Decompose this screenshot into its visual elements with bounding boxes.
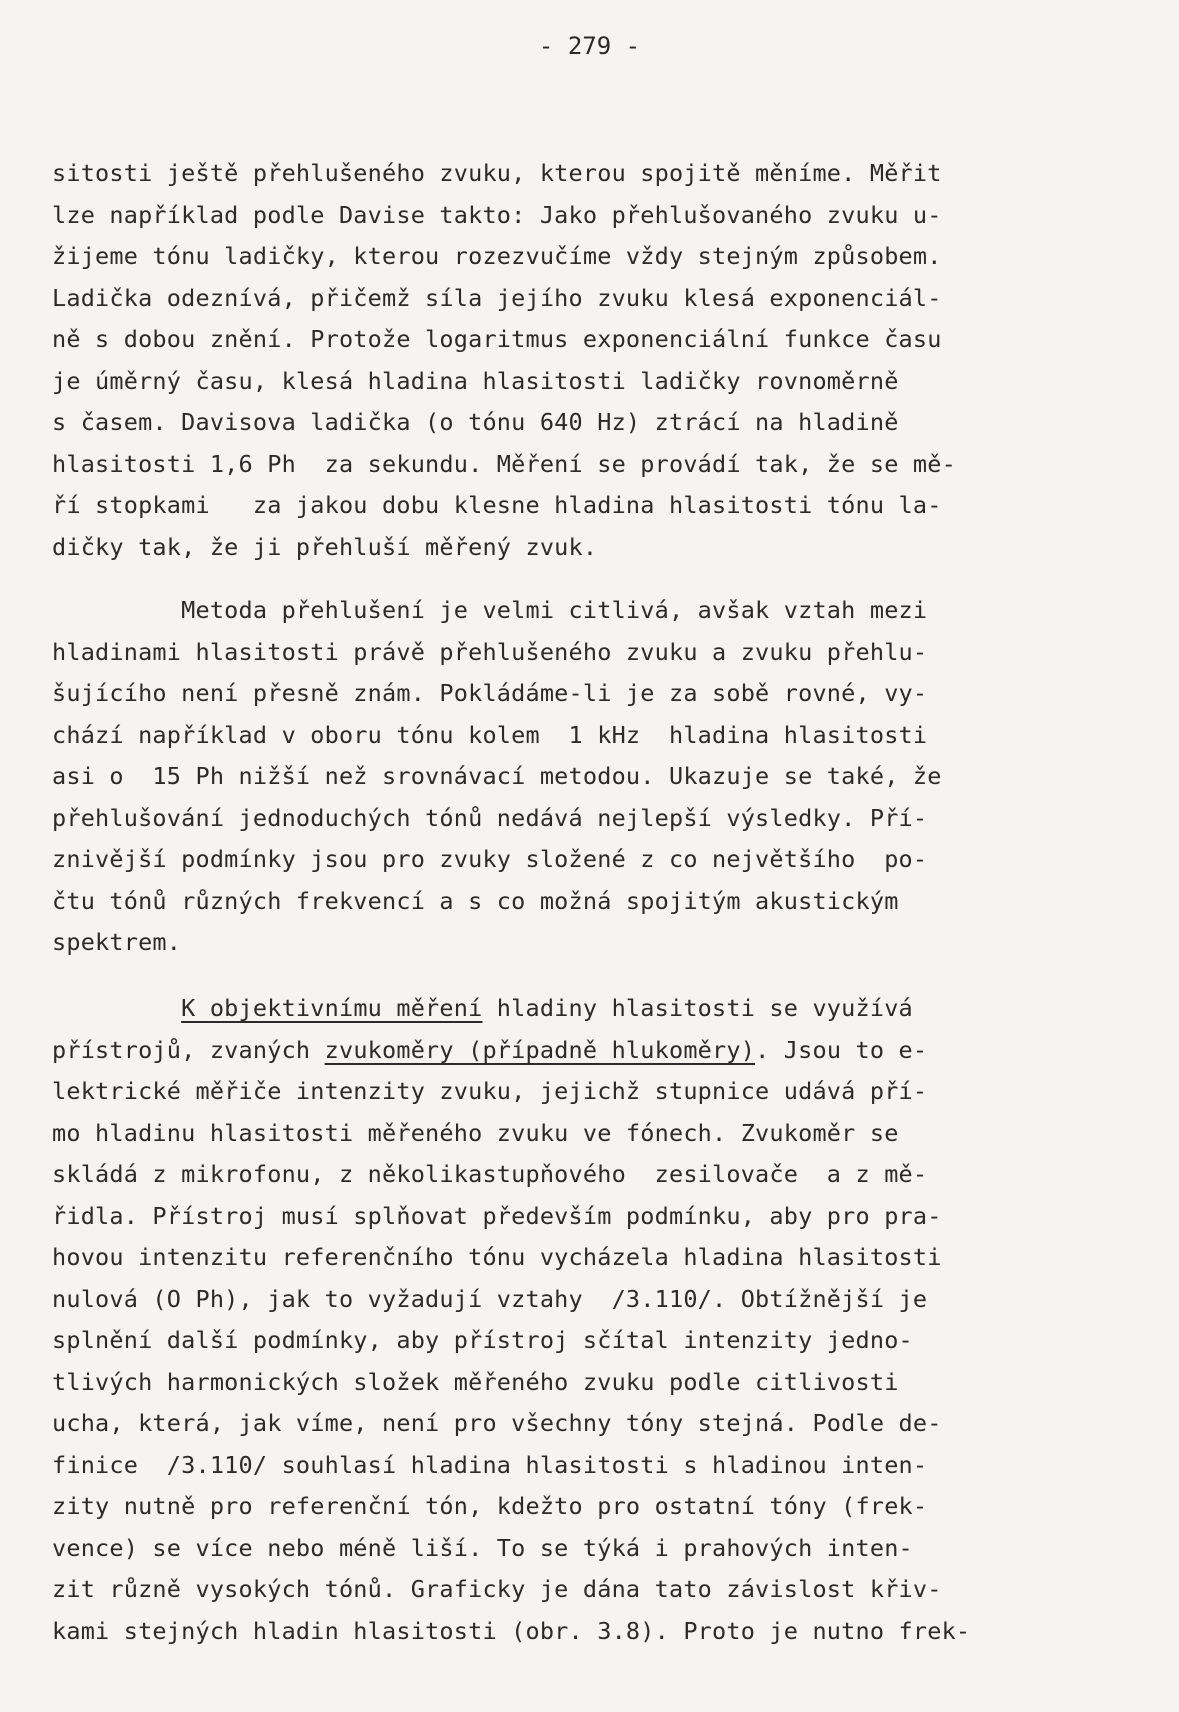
paragraph-masking-method bbox=[52, 590, 1132, 964]
text-line: vence) se více nebo méně liší. To se týká i prahových inten- bbox=[52, 1533, 913, 1562]
text-line: sitosti ještě přehlušeného zvuku, kterou spojitě měníme. Měřit bbox=[52, 159, 942, 187]
underlined-term: K objektivnímu měření bbox=[181, 994, 483, 1022]
text-line: dičky tak, že ji přehluší měřený zvuk. bbox=[52, 532, 598, 561]
text-line: Metoda přehlušení je velmi citlivá, avšak vztah mezi bbox=[52, 596, 928, 624]
text-line: lze například podle Davise takto: Jako přehlušovaného zvuku u- bbox=[52, 200, 942, 229]
text-line: šujícího není přesně znám. Pokládáme-li je za sobě rovné, vy- bbox=[52, 679, 928, 707]
text-line: s časem. Davisova ladička (o tónu 640 Hz) ztrácí na hladině bbox=[52, 408, 899, 436]
text-line: znivější podmínky jsou pro zvuky složené z co největšího po- bbox=[52, 845, 928, 873]
text-line: řidla. Přístroj musí splňovat především podmínku, aby pro pra- bbox=[52, 1201, 942, 1230]
text-segment: přístrojů, zvaných bbox=[52, 1035, 325, 1064]
text-line: Ladička odeznívá, přičemž síla jejího zvuku klesá exponenciál- bbox=[52, 283, 942, 312]
text-line: spektrem. bbox=[52, 928, 182, 956]
text-line: zity nutně pro referenční tón, kdežto pro ostatní tóny (frek- bbox=[52, 1492, 928, 1520]
text-line: přehlušování jednoduchých tónů nedává nejlepší výsledky. Pří- bbox=[52, 803, 928, 832]
text-segment: hladiny hlasitosti se využívá bbox=[482, 994, 913, 1022]
text-line bbox=[52, 988, 1132, 1030]
text-line: hlasitosti 1,6 Ph za sekundu. Měření se provádí tak, že se mě- bbox=[52, 449, 956, 478]
text-line bbox=[52, 1030, 1132, 1072]
text-line: lektrické měřiče intenzity zvuku, jejichž stupnice udává pří- bbox=[52, 1077, 928, 1105]
text-line: zit různě vysokých tónů. Graficky je dána tato závislost křiv- bbox=[52, 1575, 942, 1603]
text-line: nulová (O Ph), jak to vyžadují vztahy /3.110/. Obtížnější je bbox=[52, 1284, 928, 1313]
text-line: chází například v oboru tónu kolem 1 kHz hladina hlasitosti bbox=[52, 720, 928, 749]
text-line: finice /3.110/ souhlasí hladina hlasitosti s hladinou inten- bbox=[52, 1450, 928, 1479]
text-line: čtu tónů různých frekvencí a s co možná spojitým akustickým bbox=[52, 886, 899, 915]
text-line: hladinami hlasitosti právě přehlušeného zvuku a zvuku přehlu- bbox=[52, 637, 928, 666]
underlined-term: zvukoměry (případně hlukoměry) bbox=[324, 1035, 756, 1064]
text-line: skládá z mikrofonu, z několikastupňového zesilovače a z mě- bbox=[52, 1160, 928, 1188]
page-number: - 279 - bbox=[538, 32, 641, 60]
text-line: ří stopkami za jakou dobu klesne hladina hlasitosti tónu la- bbox=[52, 491, 942, 519]
text-line: tlivých harmonických složek měřeného zvuku podle citlivosti bbox=[52, 1367, 899, 1396]
text-line: mo hladinu hlasitosti měřeného zvuku ve fónech. Zvukoměr se bbox=[52, 1118, 899, 1147]
text-line: kami stejných hladin hlasitosti (obr. 3.8). Proto je nutno frek- bbox=[52, 1616, 971, 1645]
text-line: asi o 15 Ph nižší než srovnávací metodou. Ukazuje se také, že bbox=[52, 762, 942, 790]
text-line: je úměrný času, klesá hladina hlasitosti ladičky rovnoměrně bbox=[52, 366, 899, 395]
text-line: ucha, která, jak víme, není pro všechny tóny stejná. Podle de- bbox=[52, 1409, 942, 1437]
text-line: ně s dobou znění. Protože logaritmus exponenciální funkce času bbox=[52, 325, 942, 353]
text-segment: . Jsou to e- bbox=[755, 1035, 928, 1064]
text-line: splnění další podmínky, aby přístroj sčítal intenzity jedno- bbox=[52, 1326, 913, 1354]
paragraph-objective-measurement bbox=[52, 988, 1132, 1652]
paragraph-davis-method bbox=[52, 153, 1132, 568]
indent bbox=[52, 994, 181, 1022]
text-line: hovou intenzitu referenčního tónu vycházela hladina hlasitosti bbox=[52, 1243, 942, 1271]
text-line: žijeme tónu ladičky, kterou rozezvučíme vždy stejným způsobem. bbox=[52, 242, 942, 270]
